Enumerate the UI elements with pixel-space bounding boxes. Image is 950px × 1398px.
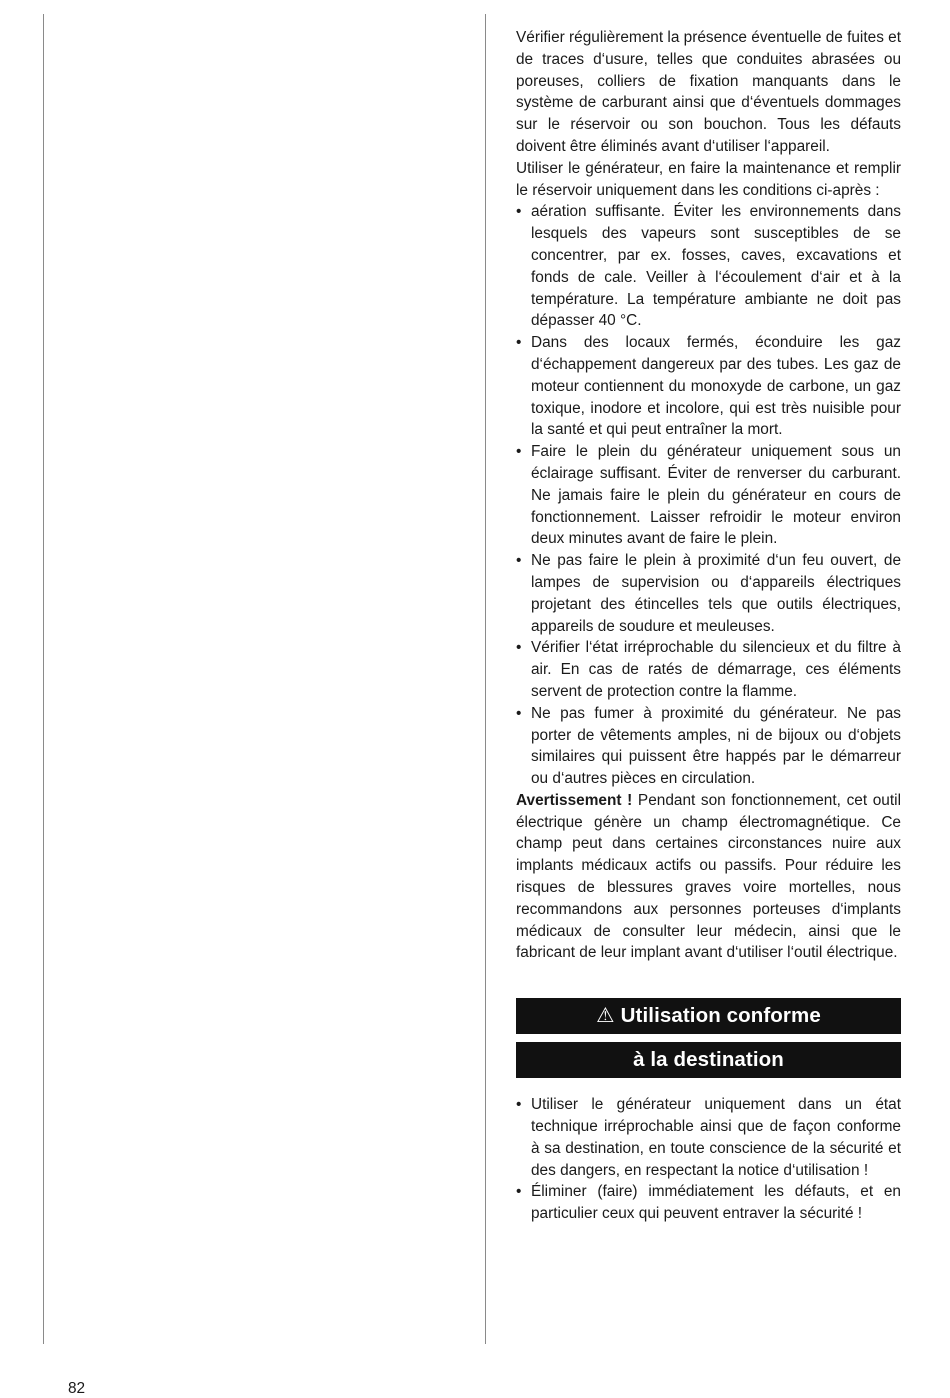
list-item: • Ne pas fumer à proximité du générateur. Ne pas porter de vêtements amples, ni de bijoux ou d‘objets similaires qui puissent être happés par le démarreur ou d‘autres pièces en circulation. <box>516 703 901 790</box>
column-divider-rule <box>485 14 486 1344</box>
list-item: • Faire le plein du générateur uniquement sous un éclairage suffisant. Éviter de renverser du carburant. Ne jamais faire le plein du générateur en cours de fonctionnement. Laisser refroidir le moteur environ deux minutes avant de faire le plein. <box>516 441 901 550</box>
list-item: • Utiliser le générateur uniquement dans un état technique irréprochable ainsi que de façon conforme à sa destination, en toute conscience de la sécurité et des dangers, en respectant la notice d‘utilisation ! <box>516 1094 901 1181</box>
list-item: • Vérifier l‘état irréprochable du silencieux et du filtre à air. En cas de ratés de démarrage, ces éléments servent de protection contre la flamme. <box>516 637 901 702</box>
warning-text: Pendant son fonctionnement, cet outil électrique génère un champ électromagnétique. Ce champ peut dans certaines circonstances nuire aux implants médicaux actifs ou passifs. Pour réduire les risques de blessures graves voire mortelles, nous recommandons aux personnes porteuses d‘implants médicaux de consulter leur médecin, ainsi que le fabricant de leur implant avant d‘utiliser l‘outil électrique. <box>516 791 901 962</box>
right-text-column <box>516 27 901 1225</box>
conditions-intro-paragraph: Utiliser le générateur, en faire la maintenance et remplir le réservoir uniquement dans les conditions ci-après : <box>516 159 901 199</box>
electromagnetic-warning-paragraph <box>516 790 901 964</box>
section-heading-line1 <box>516 998 901 1034</box>
page-number: 82 <box>68 1380 86 1397</box>
list-item: • Éliminer (faire) immédiatement les défauts, et en particulier ceux qui peuvent entraver la sécurité ! <box>516 1181 901 1225</box>
intended-use-list <box>516 1094 901 1225</box>
list-item: • Ne pas faire le plein à proximité d‘un feu ouvert, de lampes de supervision ou d‘appareils électriques projetant des étincelles tels que outils électriques, appareils de soudure et meuleuses. <box>516 550 901 637</box>
warning-triangle-icon: ⚠ <box>596 1004 615 1028</box>
conditions-list <box>516 201 901 790</box>
section-heading-line2 <box>516 1042 901 1078</box>
list-item: • Dans des locaux fermés, éconduire les gaz d‘échappement dangereux par des tubes. Les gaz de moteur contiennent du monoxyde de carbone, un gaz toxique, inodore et incolore, qui est très nuisible pour la santé et qui peut entraîner la mort. <box>516 332 901 441</box>
left-margin-rule <box>43 14 44 1344</box>
list-item: • aération suffisante. Éviter les environnements dans lesquels des vapeurs sont susceptibles de se concentrer, par ex. fosses, caves, excavations et fonds de cale. Veiller à l‘écoulement d‘air et à la température. La température ambiante ne doit pas dépasser 40 °C. <box>516 201 901 332</box>
section-heading-text-1: Utilisation conforme <box>620 1004 821 1028</box>
inspection-paragraph: Vérifier régulièrement la présence éventuelle de fuites et de traces d‘usure, telles que conduites abrasées ou poreuses, colliers de fixation manquants dans le système de carburant ainsi que d‘éventuels dommages sur le réservoir ou son bouchon. Tous les défauts doivent être éliminés avant d‘utiliser l‘appareil. <box>516 29 901 155</box>
warning-lead: Avertissement ! <box>516 791 633 809</box>
section-heading-text-2: à la destination <box>633 1048 784 1072</box>
